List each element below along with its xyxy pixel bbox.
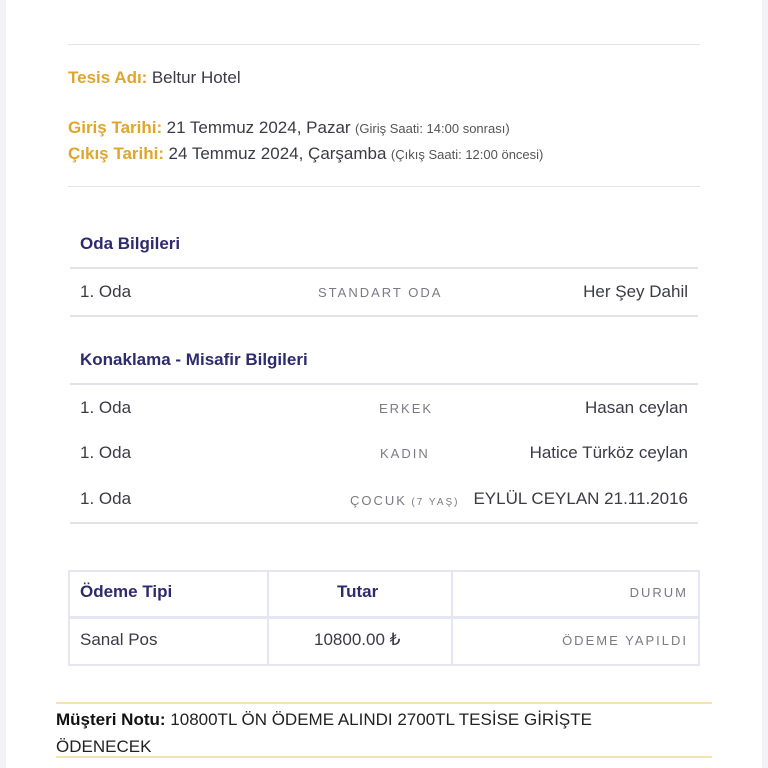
customer-note-line2: ÖDENECEK bbox=[56, 737, 152, 756]
room-info-title: Oda Bilgileri bbox=[80, 234, 181, 253]
guest-2-gender: KADIN bbox=[380, 446, 430, 461]
payment-amount: 10800.00 ₺ bbox=[314, 630, 401, 649]
guests-header-line bbox=[70, 383, 698, 385]
guest-3-name: EYLÜL CEYLAN 21.11.2016 bbox=[473, 489, 688, 508]
guest-2-name: Hatice Türköz ceylan bbox=[529, 443, 688, 462]
payment-amount-header: Tutar bbox=[337, 582, 379, 601]
guest-2-room: 1. Oda bbox=[80, 443, 132, 462]
checkout-time-note: (Çıkış Saati: 12:00 öncesi) bbox=[390, 147, 544, 162]
guests-bottom-line bbox=[70, 522, 698, 524]
checkin-label: Giriş Tarihi: bbox=[68, 118, 163, 137]
checkout-label: Çıkış Tarihi: bbox=[68, 144, 165, 163]
guest-3-type bbox=[350, 492, 460, 510]
payment-type-header: Ödeme Tipi bbox=[80, 582, 173, 601]
note-top-border bbox=[56, 702, 712, 704]
checkout-row bbox=[68, 144, 543, 164]
payment-status-header: DURUM bbox=[629, 585, 688, 600]
guest-3-age: (7 YAŞ) bbox=[411, 497, 460, 508]
facility-row bbox=[68, 68, 241, 88]
checkin-row bbox=[68, 118, 510, 138]
top-divider bbox=[68, 44, 700, 45]
customer-note bbox=[56, 706, 712, 760]
guest-1-name: Hasan ceylan bbox=[584, 398, 688, 417]
facility-label: Tesis Adı: bbox=[68, 68, 148, 87]
customer-note-label: Müşteri Notu: bbox=[56, 710, 166, 729]
room-board: Her Şey Dahil bbox=[583, 282, 688, 301]
payment-col-divider-2 bbox=[451, 570, 453, 666]
facility-name: Beltur Hotel bbox=[151, 68, 241, 87]
room-number: 1. Oda bbox=[80, 282, 132, 301]
checkout-date: 24 Temmuz 2024, Çarşamba bbox=[168, 144, 387, 163]
guest-1-room: 1. Oda bbox=[80, 398, 132, 417]
dates-divider bbox=[68, 186, 700, 187]
payment-type: Sanal Pos bbox=[80, 630, 158, 649]
room-type: STANDART ODA bbox=[318, 285, 443, 300]
room-info-bottom-line bbox=[70, 315, 698, 317]
guest-3-room: 1. Oda bbox=[80, 489, 132, 508]
guests-title: Konaklama - Misafir Bilgileri bbox=[80, 350, 308, 369]
payment-header-line bbox=[68, 616, 700, 619]
checkin-date: 21 Temmuz 2024, Pazar bbox=[166, 118, 351, 137]
checkin-time-note: (Giriş Saati: 14:00 sonrası) bbox=[355, 121, 510, 136]
guest-3-gender: ÇOCUK bbox=[350, 493, 407, 508]
guest-1-gender: ERKEK bbox=[379, 401, 434, 416]
payment-col-divider-1 bbox=[267, 570, 269, 666]
customer-note-line1: 10800TL ÖN ÖDEME ALINDI 2700TL TESİSE GİRİŞTE bbox=[170, 710, 592, 729]
room-info-header-line bbox=[70, 267, 698, 269]
payment-status: ÖDEME YAPILDI bbox=[562, 633, 688, 648]
note-bottom-border bbox=[56, 756, 712, 758]
